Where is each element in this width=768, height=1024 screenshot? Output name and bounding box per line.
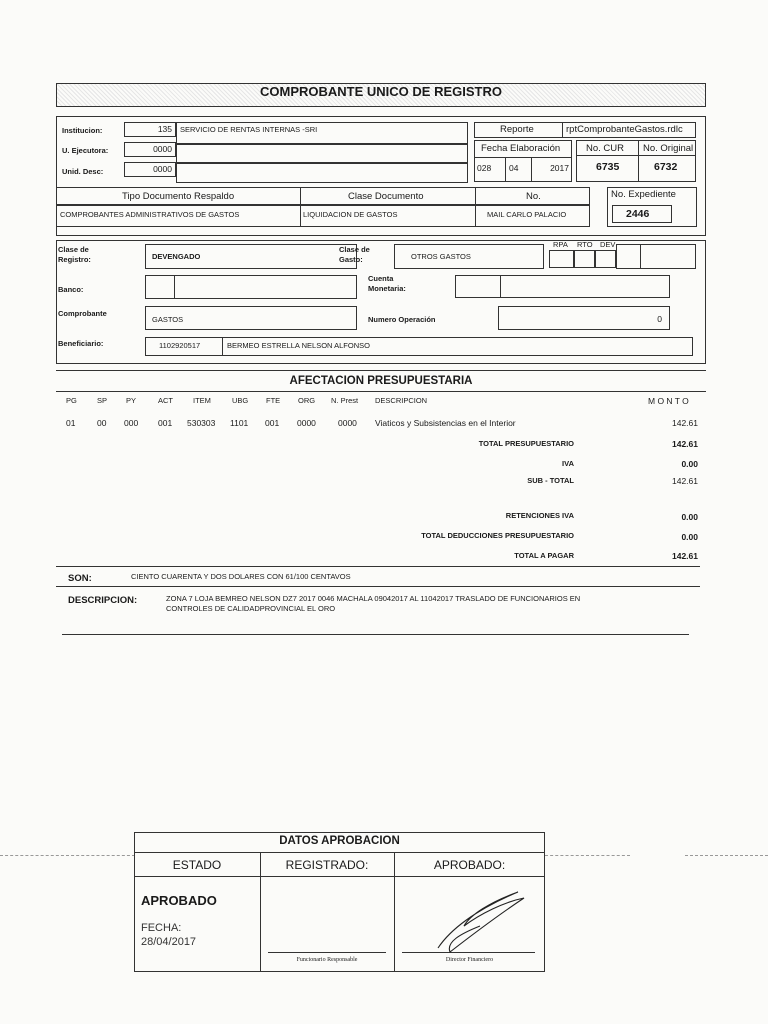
descripcion-label: DESCRIPCION: [68, 595, 138, 606]
son-label: SON: [68, 573, 92, 584]
col-item: ITEM [193, 396, 211, 405]
aprobacion-title: DATOS APROBACION [279, 835, 400, 847]
registrado-label: REGISTRADO: [285, 858, 369, 872]
col-org: ORG [298, 396, 316, 405]
cuenta-field [455, 275, 670, 298]
desc-value: 0000 [153, 164, 172, 174]
clase-registro-label: Clase de Registro: [58, 245, 91, 264]
estado-value: APROBADO [141, 893, 217, 908]
cell-item: 530303 [187, 418, 216, 428]
descripcion-line2: CONTROLES DE CALIDADPROVINCIAL EL ORO [166, 604, 336, 613]
rpa-box [549, 250, 574, 268]
dev-extra-box [616, 244, 696, 269]
beneficiario-id: 1102920517 [159, 341, 201, 350]
iva-label: IVA [562, 459, 574, 468]
ejecutora-value: 0000 [153, 144, 172, 154]
iva-value: 0.00 [681, 459, 698, 469]
fecha-value-aprob: 28/04/2017 [141, 936, 197, 948]
cell-descripcion: Viaticos y Subsistencias en el Interior [375, 418, 516, 428]
clase-doc-label: Clase Documento [348, 191, 424, 202]
banco-label: Banco: [58, 285, 84, 294]
aprobado-label: APROBADO: [433, 858, 506, 872]
retenciones-label: RETENCIONES IVA [505, 511, 574, 520]
dev-box [595, 250, 616, 268]
cell-nprest: 0000 [338, 418, 357, 428]
reporte-value: rptComprobanteGastos.rdlc [566, 124, 683, 135]
operacion-value: 0 [657, 314, 662, 324]
col-py: PY [126, 396, 137, 405]
funcionario-responsable-label: Funcionario Responsable [296, 957, 358, 963]
col-pg: PG [66, 396, 77, 405]
col-fte: FTE [266, 396, 281, 405]
col-nprest: N. Prest [331, 396, 359, 405]
subtotal-value: 142.61 [672, 476, 698, 486]
cell-fte: 001 [265, 418, 280, 428]
rto-box [574, 250, 595, 268]
fecha-year: 2017 [550, 163, 569, 173]
cur-value: 6735 [596, 161, 620, 173]
reporte-label: Reporte [500, 124, 534, 135]
subtotal-label: SUB - TOTAL [527, 476, 574, 485]
cell-py: 000 [124, 418, 139, 428]
beneficiario-name: BERMEO ESTRELLA NELSON ALFONSO [227, 341, 370, 350]
cell-org: 0000 [297, 418, 316, 428]
cur-label: No. CUR [586, 143, 625, 154]
clase-gasto-label: Clase de Gasto: [339, 245, 370, 264]
expediente-value: 2446 [626, 208, 650, 220]
institucion-label: Institucion: [62, 126, 103, 135]
ejecutora-name-field [176, 144, 468, 163]
col-descripcion: DESCRIPCION [375, 396, 428, 405]
fecha-month: 04 [509, 163, 519, 173]
rpa-label: RPA [553, 240, 568, 249]
desc-name-field [176, 163, 468, 183]
cell-monto: 142.61 [672, 418, 698, 428]
cell-ubg: 1101 [230, 418, 249, 428]
clase-gasto-value: OTROS GASTOS [411, 252, 471, 261]
original-label: No. Original [643, 143, 694, 154]
comprobante-value: GASTOS [152, 315, 184, 324]
signature-mark [420, 880, 530, 960]
rto-label: RTO [577, 240, 593, 249]
fecha-day: 028 [477, 163, 492, 173]
retenciones-value: 0.00 [681, 512, 698, 522]
expediente-label: No. Expediente [611, 189, 676, 200]
cell-act: 001 [158, 418, 173, 428]
clase-registro-value: DEVENGADO [152, 252, 201, 261]
total-deducciones-label: TOTAL DEDUCCIONES PRESUPUESTARIO [421, 531, 574, 540]
clase-doc-value: LIQUIDACION DE GASTOS [303, 210, 398, 219]
col-monto: M O N T O [648, 396, 689, 406]
document-title: COMPROBANTE UNICO DE REGISTRO [260, 84, 502, 99]
ejecutora-label: U. Ejecutora: [62, 146, 109, 155]
comprobante-label: Comprobante [58, 309, 107, 318]
total-presupuestario-value: 142.61 [672, 439, 698, 449]
director-financiero-label: Director Financiero [445, 957, 494, 963]
desc-label: Unid. Desc: [62, 167, 104, 176]
cell-pg: 01 [66, 418, 76, 428]
total-pagar-label: TOTAL A PAGAR [514, 551, 574, 560]
total-presupuestario-label: TOTAL PRESUPUESTARIO [478, 439, 574, 448]
institucion-name: SERVICIO DE RENTAS INTERNAS -SRI [180, 125, 318, 134]
total-deducciones-value: 0.00 [681, 532, 698, 542]
tipo-doc-value: COMPROBANTES ADMINISTRATIVOS DE GASTOS [60, 210, 240, 219]
beneficiario-label: Beneficiario: [58, 339, 104, 348]
cell-sp: 00 [97, 418, 107, 428]
col-ubg: UBG [232, 396, 249, 405]
banco-field [145, 275, 357, 299]
dev-label: DEV [600, 240, 616, 249]
tipo-doc-label: Tipo Documento Respaldo [122, 191, 235, 202]
cuenta-label: Cuenta Monetaria: [368, 274, 406, 293]
col-sp: SP [97, 396, 108, 405]
afectacion-title: AFECTACION PRESUPUESTARIA [289, 375, 473, 387]
institucion-code: 135 [157, 124, 172, 134]
operacion-label: Numero Operación [368, 315, 436, 324]
col-act: ACT [158, 396, 173, 405]
fecha-label: Fecha Elaboración [481, 143, 561, 154]
total-pagar-value: 142.61 [672, 551, 698, 561]
fecha-label-aprob: FECHA: [141, 922, 182, 934]
descripcion-line1: ZONA 7 LOJA BEMREO NELSON DZ7 2017 0046 MACHALA 09042017 AL 11042017 TRASLADO DE FUNCIONARIOS EN [166, 594, 581, 603]
no-value: MAIL CARLO PALACIO [487, 210, 567, 219]
son-value: CIENTO CUARENTA Y DOS DOLARES CON 61/100 CENTAVOS [131, 572, 351, 581]
original-value: 6732 [654, 161, 678, 173]
no-label: No. [526, 191, 541, 202]
estado-label: ESTADO [172, 858, 222, 872]
